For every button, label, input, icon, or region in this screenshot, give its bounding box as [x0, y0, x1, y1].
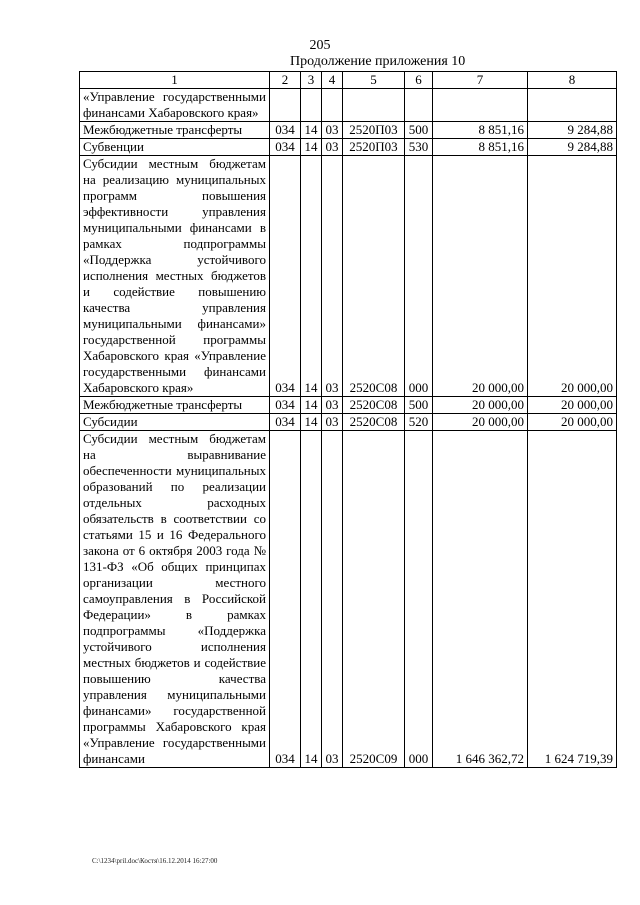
- cell-subsection: 03: [322, 397, 343, 414]
- cell-expense-type: 000: [405, 156, 433, 397]
- row-name: Субсидии: [80, 414, 270, 431]
- cell-subsection: 03: [322, 414, 343, 431]
- cell-amount-year1: 8 851,16: [433, 122, 528, 139]
- column-header: 5: [343, 72, 405, 89]
- row-name: «Управление государственными финансами Хабаровского края»: [80, 89, 270, 122]
- cell-expense-type: 500: [405, 397, 433, 414]
- file-path-footer: C:\1234\pril.doc\Костя\16.12.2014 16:27:00: [92, 857, 218, 865]
- cell-admin-code: 034: [270, 139, 301, 156]
- column-header: 7: [433, 72, 528, 89]
- cell-target-item: 2520П03: [343, 139, 405, 156]
- column-header: 2: [270, 72, 301, 89]
- cell-amount-year2: 1 624 719,39: [528, 431, 617, 768]
- table-row: [80, 414, 617, 431]
- cell-amount-year2: 9 284,88: [528, 139, 617, 156]
- cell-section: 14: [301, 431, 322, 768]
- cell-target-item: 2520С08: [343, 156, 405, 397]
- cell-expense-type: [405, 89, 433, 122]
- row-name: Субсидии местным бюджетам на выравнивание обеспеченности муниципальных образований по реализации отдельных расходных обязательств в соответствии со статьями 15 и 16 Федерального закона от 6 октября 2003 года № 131-ФЗ «Об общих принципах организации местного самоуправления в Российской Федерации» в рамках подпрограммы «Поддержка устойчивого исполнения местных бюджетов и содействие повышению качества управления муниципальными финансами» государственной программы Хабаровского края «Управление государственными финансами: [80, 431, 270, 768]
- column-header: 3: [301, 72, 322, 89]
- cell-amount-year1: 8 851,16: [433, 139, 528, 156]
- cell-admin-code: 034: [270, 122, 301, 139]
- cell-section: 14: [301, 122, 322, 139]
- column-header: 8: [528, 72, 617, 89]
- cell-section: 14: [301, 414, 322, 431]
- column-header: 6: [405, 72, 433, 89]
- cell-section: 14: [301, 156, 322, 397]
- cell-admin-code: [270, 89, 301, 122]
- cell-amount-year2: 20 000,00: [528, 414, 617, 431]
- column-header: 1: [80, 72, 270, 89]
- row-name: Межбюджетные трансферты: [80, 397, 270, 414]
- cell-amount-year1: 20 000,00: [433, 397, 528, 414]
- cell-admin-code: 034: [270, 414, 301, 431]
- cell-amount-year2: [528, 89, 617, 122]
- page-number: 205: [309, 38, 331, 53]
- table-row: [80, 431, 617, 768]
- table-row: [80, 397, 617, 414]
- cell-subsection: 03: [322, 122, 343, 139]
- table-row: [80, 156, 617, 397]
- row-name: Межбюджетные трансферты: [80, 122, 270, 139]
- cell-amount-year1: 20 000,00: [433, 414, 528, 431]
- cell-admin-code: 034: [270, 397, 301, 414]
- cell-amount-year2: 9 284,88: [528, 122, 617, 139]
- column-header: 4: [322, 72, 343, 89]
- cell-subsection: [322, 89, 343, 122]
- cell-admin-code: 034: [270, 431, 301, 768]
- cell-target-item: 2520С08: [343, 397, 405, 414]
- row-name: Субвенции: [80, 139, 270, 156]
- row-name: Субсидии местным бюджетам на реализацию муниципальных программ повышения эффективности управления муниципальными финансами в рамках подпрограммы «Поддержка устойчивого исполнения местных бюджетов и содействие повышению качества управления муниципальными финансами» государственной программы Хабаровского края «Управление государственными финансами Хабаровского края»: [80, 156, 270, 397]
- cell-expense-type: 530: [405, 139, 433, 156]
- cell-expense-type: 000: [405, 431, 433, 768]
- cell-subsection: 03: [322, 431, 343, 768]
- cell-amount-year1: 1 646 362,72: [433, 431, 528, 768]
- cell-target-item: [343, 89, 405, 122]
- cell-section: [301, 89, 322, 122]
- appendix-caption: Продолжение приложения 10: [290, 54, 466, 69]
- cell-expense-type: 520: [405, 414, 433, 431]
- cell-amount-year1: 20 000,00: [433, 156, 528, 397]
- cell-section: 14: [301, 397, 322, 414]
- table-row: [80, 139, 617, 156]
- cell-amount-year2: 20 000,00: [528, 397, 617, 414]
- cell-target-item: 2520П03: [343, 122, 405, 139]
- cell-target-item: 2520С08: [343, 414, 405, 431]
- cell-expense-type: 500: [405, 122, 433, 139]
- table-row: [80, 89, 617, 122]
- cell-target-item: 2520С09: [343, 431, 405, 768]
- cell-subsection: 03: [322, 156, 343, 397]
- cell-section: 14: [301, 139, 322, 156]
- cell-amount-year1: [433, 89, 528, 122]
- cell-subsection: 03: [322, 139, 343, 156]
- table-row: [80, 122, 617, 139]
- budget-table: [79, 71, 617, 768]
- cell-admin-code: 034: [270, 156, 301, 397]
- cell-amount-year2: 20 000,00: [528, 156, 617, 397]
- table-header-row: [80, 72, 617, 89]
